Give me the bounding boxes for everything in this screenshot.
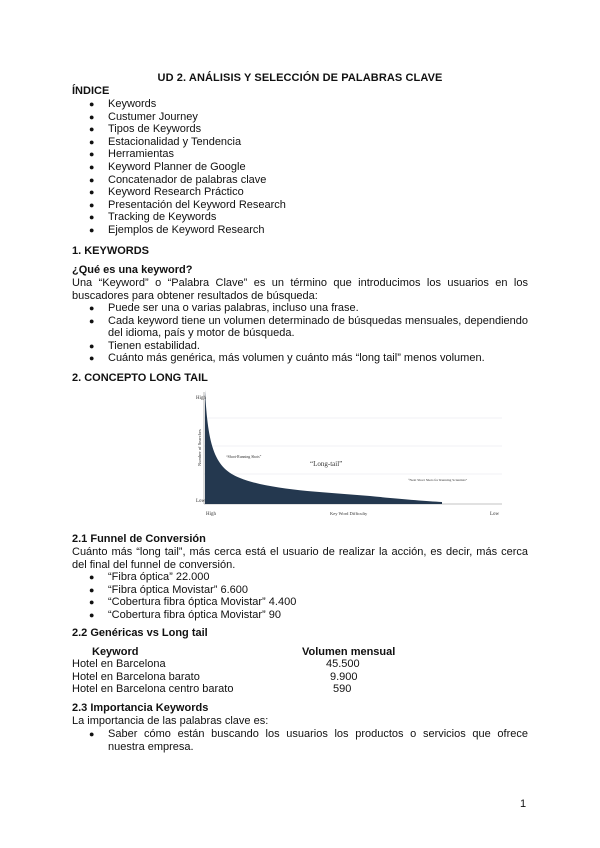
y-tick-low: Low — [196, 499, 206, 504]
section-2-2-heading: 2.2 Genéricas vs Long tail — [72, 627, 208, 639]
bullet-item: ● Cada keyword tiene un volumen determinado de búsquedas mensuales, dependiendo del idioma, país y motor de búsqueda. — [72, 315, 528, 340]
section-2-3-heading: 2.3 Importancia Keywords — [72, 702, 209, 714]
volume-cell: 9.900 — [330, 670, 358, 683]
index-list — [72, 98, 528, 237]
section-1-paragraph: Una “Keyword” o “Palabra Clave” es un término que introducimos los usuarios en los buscadores para obtener resultados de búsqueda: — [72, 277, 528, 302]
column-keyword: Keyword — [92, 645, 139, 658]
document-title: UD 2. ANÁLISIS Y SELECCIÓN DE PALABRAS CLAVE — [157, 72, 443, 84]
keyword-cell: Hotel en Barcelona — [72, 658, 166, 671]
section-2-1-paragraph: Cuánto más “long tail”, más cerca está el usuario de realizar la acción, es decir, más cerca del final del funnel de conversión. — [72, 546, 528, 571]
annotation-short-shots: “Short Shots” — [212, 398, 235, 403]
annotation-long-tail: “Long-tail” — [310, 460, 343, 468]
section-2-3-bullets — [72, 728, 528, 753]
index-item: ● Concatenador de palabras clave — [72, 174, 528, 187]
index-item: ● Tipos de Keywords — [72, 123, 528, 136]
index-item: ● Ejemplos de Keyword Research — [72, 224, 528, 237]
bullet-item: ● Puede ser una o varias palabras, incluso una frase. — [72, 302, 528, 315]
bullet-item: ● “Cobertura fibra óptica Movistar” 4.400 — [72, 596, 528, 609]
keyword-cell: Hotel en Barcelona centro barato — [72, 683, 234, 696]
x-tick-low: Low — [490, 512, 500, 517]
bullet-item: ● Saber cómo están buscando los usuarios los productos o servicios que ofrece nuestra empresa. — [72, 728, 528, 753]
y-tick-high: High — [196, 396, 206, 401]
section-2-1-bullets — [72, 571, 528, 621]
x-axis-label: Key Word Difficulty — [330, 511, 368, 516]
section-1-heading: 1. KEYWORDS — [72, 245, 150, 257]
index-item: ● Herramientas — [72, 148, 528, 161]
section-1-subheading: ¿Qué es una keyword? — [72, 264, 193, 276]
section-2-1-heading: 2.1 Funnel de Conversión — [72, 533, 206, 545]
table-row — [72, 658, 422, 671]
bullet-item: ● “Fibra óptica” 22.000 — [72, 571, 528, 584]
index-heading: ÍNDICE — [72, 85, 110, 97]
section-1-bullets — [72, 302, 528, 365]
long-tail-chart — [190, 388, 510, 518]
bullet-item: ● Cuánto más genérica, más volumen y cuánto más “long tail” menos volumen. — [72, 352, 528, 365]
section-2-3-paragraph: La importancia de las palabras clave es: — [72, 715, 269, 727]
keyword-cell: Hotel en Barcelona barato — [72, 670, 200, 683]
bullet-item: ● Tienen estabilidad. — [72, 340, 528, 353]
page-number: 1 — [520, 798, 527, 810]
table-header-row — [72, 645, 422, 658]
index-item: ● Keyword Research Práctico — [72, 186, 528, 199]
table-row — [72, 683, 422, 696]
keyword-table — [72, 645, 422, 696]
index-item: ● Presentación del Keyword Research — [72, 199, 528, 212]
index-item: ● Estacionalidad y Tendencia — [72, 136, 528, 149]
table-row — [72, 671, 422, 684]
section-2-heading: 2. CONCEPTO LONG TAIL — [72, 372, 208, 384]
bullet-item: ● “Cobertura fibra óptica Movistar” 90 — [72, 609, 528, 622]
index-item: ● Tracking de Keywords — [72, 211, 528, 224]
annotation-next-short: “Next Short Shots for Running Scientists” — [408, 478, 468, 482]
volume-cell: 45.500 — [326, 658, 360, 671]
x-tick-high: High — [206, 512, 216, 517]
bullet-item: ● “Fibra óptica Movistar” 6.600 — [72, 584, 528, 597]
column-volume: Volumen mensual — [302, 645, 396, 658]
annotation-short-running: “Short-Running Shots” — [226, 455, 262, 459]
y-axis-label: Number of Searches — [197, 429, 202, 466]
index-item: ● Keyword Planner de Google — [72, 161, 528, 174]
index-item: ● Keywords — [72, 98, 528, 111]
volume-cell: 590 — [333, 683, 352, 696]
index-item: ● Custumer Journey — [72, 111, 528, 124]
